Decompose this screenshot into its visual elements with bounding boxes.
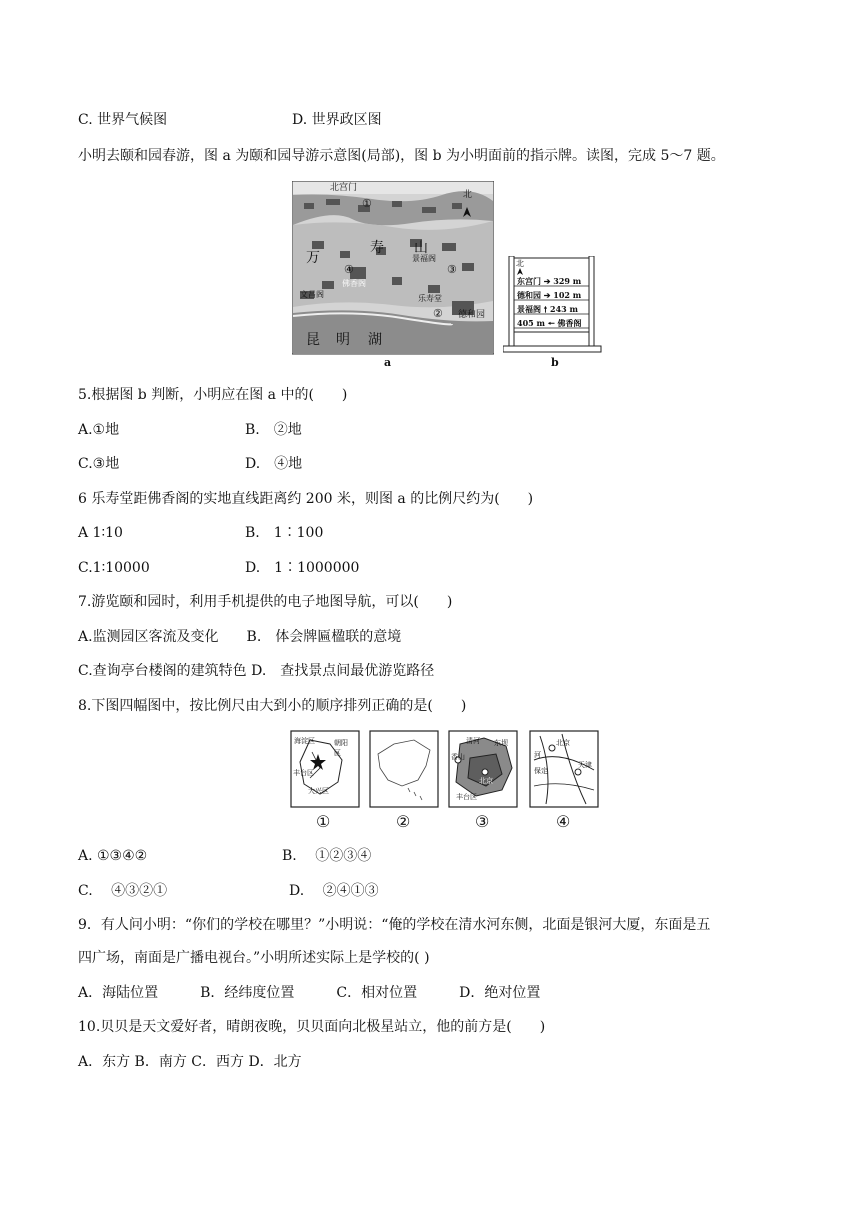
marker-2: ② [433, 307, 443, 320]
q4-option-d: D. 世界政区图 [292, 112, 382, 128]
map1-label-chaoyang: 朝阳区 [334, 739, 348, 757]
marker-3: ③ [447, 263, 457, 276]
map1-label-fengtai: 丰台区 [293, 769, 314, 777]
q5-option-a: A.①地 [78, 422, 120, 438]
q5-stem: 5.根据图 b 判断，小明应在图 a 中的( ) [78, 387, 348, 403]
q5-option-d: D. ④地 [245, 456, 303, 472]
map4-label-beijing: 北京 [556, 739, 570, 747]
map4-label-baoding: 保定 [534, 767, 548, 775]
north-label-a: 北 [463, 190, 473, 200]
q10-options: A．东方 B．南方 C．西方 D．北方 [78, 1054, 302, 1070]
q4-option-c: C. 世界气候图 [78, 112, 168, 128]
map3-label-beijing: 北京 [479, 777, 493, 785]
caption-b: b [551, 356, 559, 369]
north-palace-gate-label: 北宫门 [330, 183, 358, 193]
label-shou: 寿 [370, 240, 384, 256]
north-label-b: 北 [516, 259, 524, 268]
q8-option-d: D. ②④①③ [289, 883, 379, 899]
q6-stem: 6 乐寿堂距佛香阁的实地直线距离约 200 米，则图 a 的比例尺约为( ) [78, 491, 534, 507]
map4-label-he: 河 [534, 751, 541, 759]
q7-stem: 7.游览颐和园时，利用手机提供的电子地图导航，可以( ) [78, 594, 453, 610]
marker-1: ① [362, 197, 372, 210]
sign-row-2: 德和园 ➔ 102 m [517, 290, 582, 300]
q6-option-c: C.1∶10000 [78, 560, 150, 576]
map2-number: ② [396, 812, 411, 831]
q9-stem-line2: 四广场，南面是广播电视台。”小明所述实际上是学校的( ) [78, 950, 430, 966]
sign-row-3: 景福阁 🠕 243 m [517, 304, 578, 314]
caption-a: a [384, 356, 392, 369]
label-ming: 明 [336, 332, 350, 348]
q10-stem: 10.贝贝是天文爱好者，晴朗夜晚，贝贝面向北极星站立，他的前方是( ) [78, 1019, 546, 1035]
marker-4: ④ [344, 263, 354, 276]
q8-option-c: C. ④③②① [78, 883, 168, 899]
sign-row-4: 405 m 🠔 佛香阁 [517, 318, 582, 328]
label-foxiang: 佛香阁 [342, 279, 366, 288]
intro-text: 小明去颐和园春游，图 a 为颐和园导游示意图(局部)，图 b 为小明面前的指示牌。读图，完成 5～7 题。 [78, 148, 725, 164]
map3-label-fengtai: 丰台区 [456, 793, 477, 801]
sign-row-1: 东宫门 ➔ 329 m [517, 276, 582, 286]
q5-option-c: C.③地 [78, 456, 120, 472]
q7-options-ab: A.监测园区客流及变化 B. 体会牌匾楹联的意境 [78, 629, 402, 645]
map3-number: ③ [475, 812, 490, 831]
q6-option-a: A 1∶10 [78, 525, 123, 541]
label-dehe: 德和园 [458, 310, 486, 320]
q8-option-b: B. ①②③④ [282, 848, 372, 864]
map1-number: ① [316, 812, 331, 831]
map4-label-tianjin: 天津 [578, 761, 592, 769]
map3-label-qinghe: 清河 [466, 737, 480, 745]
label-wenchang: 文昌阁 [300, 290, 324, 299]
label-leshou: 乐寿堂 [418, 294, 442, 303]
label-kun: 昆 [306, 332, 320, 348]
scale-maps-figure [290, 730, 600, 834]
label-shan: 山 [414, 240, 428, 256]
label-jingfu: 景福阁 [412, 254, 436, 263]
label-wan: 万 [306, 250, 320, 266]
q9-options: A．海陆位置 B．经纬度位置 C．相对位置 D．绝对位置 [78, 985, 541, 1001]
signpost-figure [503, 256, 603, 372]
map1-label-haidian: 海淀区 [294, 737, 315, 745]
q9-stem-line1: 9．有人问小明：“你们的学校在哪里？”小明说：“俺的学校在清水河东侧，北面是银河大厦，东面是五 [78, 917, 711, 933]
q7-options-cd: C.查询亭台楼阁的建筑特色 D. 查找景点间最优游览路径 [78, 663, 435, 679]
label-hu: 湖 [368, 332, 382, 348]
q5-option-b: B. ②地 [245, 422, 302, 438]
q8-option-a: A. ①③④② [78, 848, 148, 864]
q6-option-b: B. 1∶100 [245, 525, 324, 541]
summer-palace-map [292, 181, 494, 371]
map4-number: ④ [556, 812, 571, 831]
q8-stem: 8.下图四幅图中，按比例尺由大到小的顺序排列正确的是( ) [78, 698, 467, 714]
map1-label-daxing: 大兴区 [308, 787, 329, 795]
q6-option-d: D. 1∶1000000 [245, 560, 360, 576]
map3-label-xiangshan: 香山 [451, 753, 465, 761]
map3-label-dongba: 东坝 [494, 739, 508, 747]
